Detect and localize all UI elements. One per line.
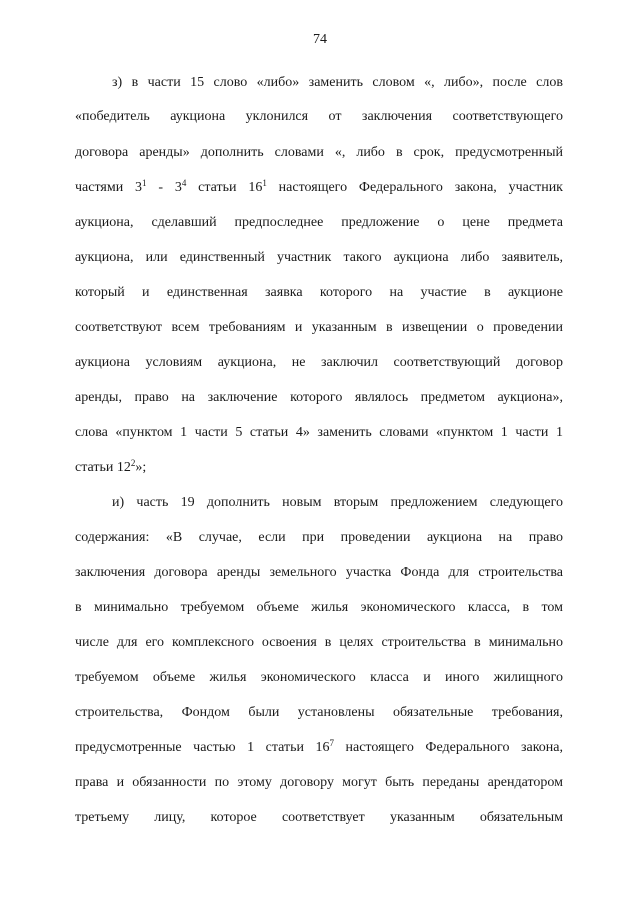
text-line: аукциона условиям аукциона, не заключил соответствующий договор — [75, 355, 563, 370]
text-line: содержания: «В случае, если при проведении аукциона на право — [75, 530, 563, 545]
text-run: настоящего Федерального закона, — [333, 740, 564, 755]
text-run: предусмотренные частью 1 статьи 16 — [75, 740, 330, 755]
text-line: требуемом объеме жилья экономического класса и иного жилищного — [75, 670, 563, 685]
superscript: 7 — [329, 738, 334, 748]
text-line: аукциона, или единственный участник такого аукциона либо заявитель, — [75, 250, 563, 265]
text-line — [75, 738, 563, 758]
text-line: который и единственная заявка которого на участие в аукционе — [75, 285, 563, 300]
text-line: третьему лицу, которое соответствует указанным обязательным — [75, 810, 563, 825]
superscript: 1 — [142, 178, 147, 188]
text-line: и) часть 19 дополнить новым вторым предложением следующего — [112, 495, 563, 510]
text-line: «победитель аукциона уклонился от заключения соответствующего — [75, 109, 563, 124]
text-line: договора аренды» дополнить словами «, либо в срок, предусмотренный — [75, 145, 563, 160]
text-line — [75, 178, 563, 198]
superscript: 1 — [262, 178, 267, 188]
text-run: »; — [135, 460, 147, 475]
text-run: настоящего Федерального закона, участник — [266, 180, 563, 195]
superscript: 4 — [181, 178, 187, 188]
page-number: 74 — [313, 32, 327, 47]
text-line: в минимально требуемом объеме жилья экономического класса, в том — [75, 600, 563, 615]
text-run: частями 3 — [75, 180, 143, 195]
text-line: права и обязанности по этому договору могут быть переданы арендатором — [75, 775, 563, 790]
superscript: 2 — [130, 458, 136, 468]
text-line: числе для его комплексного освоения в целях строительства в минимально — [75, 635, 563, 650]
text-line: аукциона, сделавший предпоследнее предложение о цене предмета — [75, 215, 563, 230]
text-line: соответствуют всем требованиям и указанным в извещении о проведении — [75, 320, 563, 335]
text-line — [75, 458, 563, 478]
text-run: - 3 — [146, 180, 182, 195]
text-line: заключения договора аренды земельного участка Фонда для строительства — [75, 565, 563, 580]
text-line: слова «пунктом 1 части 5 статьи 4» заменить словами «пунктом 1 части 1 — [75, 425, 563, 440]
text-run: статьи 16 — [186, 180, 263, 195]
text-line: аренды, право на заключение которого являлось предметом аукциона», — [75, 390, 563, 405]
text-run: статьи 12 — [75, 460, 131, 475]
text-line: строительства, Фондом были установлены обязательные требования, — [75, 705, 563, 720]
text-line: з) в части 15 слово «либо» заменить словом «, либо», после слов — [112, 75, 563, 90]
